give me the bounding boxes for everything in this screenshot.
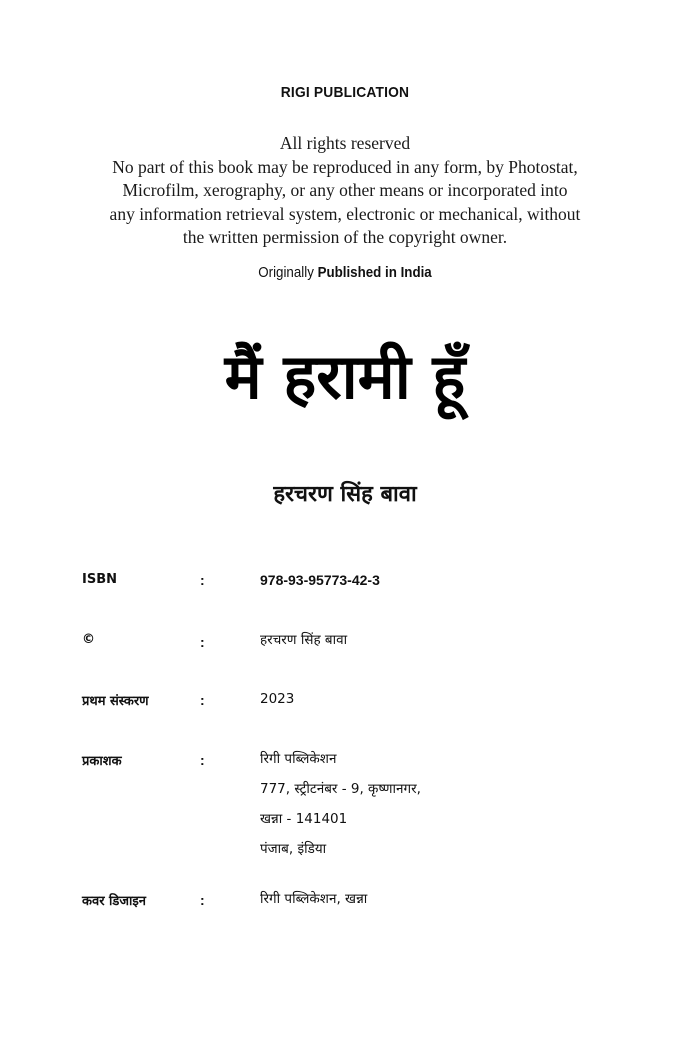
separator: : bbox=[200, 892, 205, 908]
rights-line: Microfilm, xerography, or any other means or incorporated into bbox=[122, 180, 568, 200]
address-line: खन्ना - 141401 bbox=[260, 811, 348, 827]
rights-line: any information retrieval system, electronic or mechanical, without bbox=[109, 203, 581, 224]
separator: : bbox=[200, 752, 205, 768]
separator: : bbox=[200, 572, 205, 588]
address-line: पंजाब, इंडिया bbox=[260, 841, 327, 857]
rights-notice bbox=[0, 132, 690, 250]
isbn-label: ISBN bbox=[82, 572, 117, 587]
isbn-value: 978-93-95773-42-3 bbox=[260, 572, 380, 588]
origin-main: Published in India bbox=[317, 265, 432, 281]
origin-statement bbox=[28, 265, 663, 281]
edition-value: 2023 bbox=[260, 691, 295, 707]
edition-label: प्रथम संस्करण bbox=[82, 694, 149, 709]
cover-design-label: कवर डिजाइन bbox=[82, 894, 146, 909]
cover-design-value: रिगी पब्लिकेशन, खन्ना bbox=[260, 891, 368, 907]
publisher-address bbox=[260, 744, 421, 864]
rights-line: No part of this book may be reproduced in any form, by Photostat, bbox=[112, 156, 578, 177]
publisher-label: प्रकाशक bbox=[82, 754, 122, 769]
address-line: रिगी पब्लिकेशन bbox=[260, 751, 337, 767]
copyright-holder: हरचरण सिंह बावा bbox=[260, 632, 348, 648]
book-title: मैं हरामी हूँ bbox=[224, 340, 466, 413]
separator: : bbox=[200, 692, 205, 708]
origin-prefix: Originally bbox=[258, 265, 318, 281]
copyright-symbol: © bbox=[82, 632, 95, 647]
address-line: 777, स्ट्रीटनंबर - 9, कृष्णानगर, bbox=[260, 781, 421, 797]
separator: : bbox=[200, 634, 205, 650]
rights-line: All rights reserved bbox=[279, 133, 411, 153]
rights-line: the written permission of the copyright owner. bbox=[182, 227, 508, 247]
book-author: हरचरण सिंह बावा bbox=[273, 482, 417, 507]
publisher-heading: RIGI PUBLICATION bbox=[280, 84, 410, 101]
